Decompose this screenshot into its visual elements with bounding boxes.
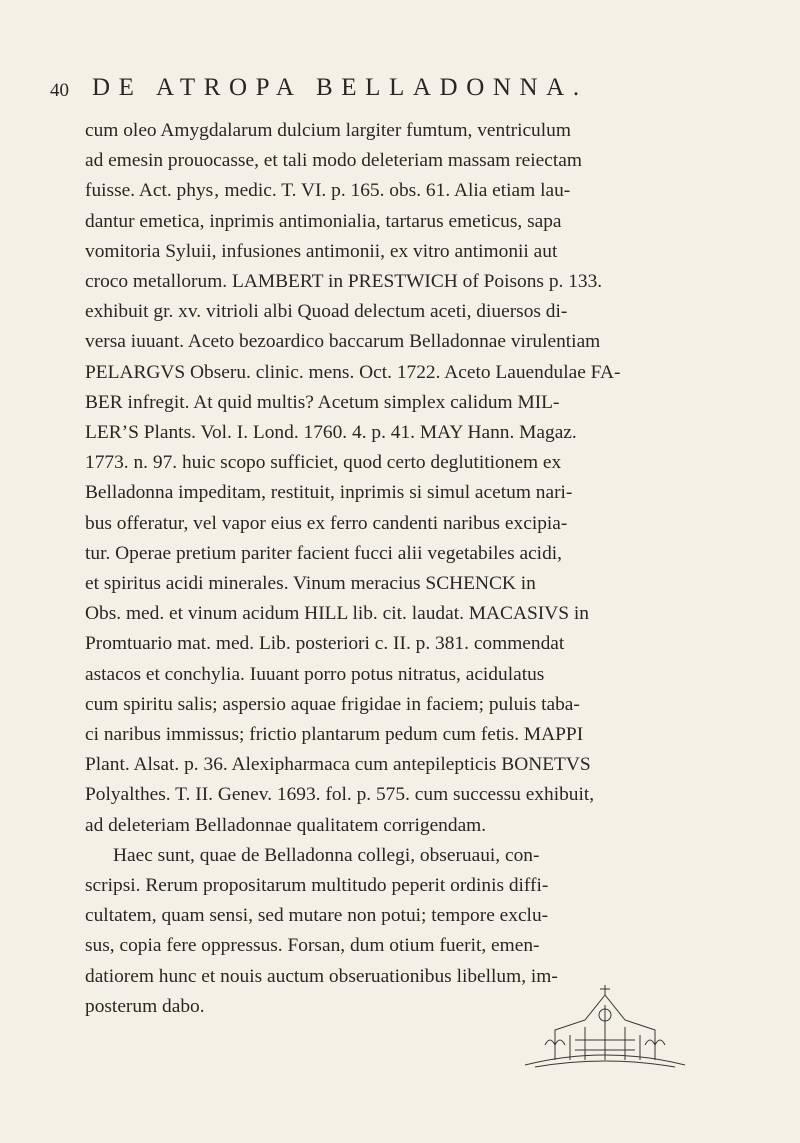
running-title: DE ATROPA BELLADONNA. [92,74,588,101]
text-line: cum oleo Amygdalarum dulcium largiter fumtum, ventriculum [85,120,571,141]
text-line: Obs. med. et vinum acidum HILL lib. cit. laudat. MACASIVS in [85,603,589,625]
text-line: tur. Operae pretium pariter facient fucci alii vegetabiles acidi, [85,542,563,564]
text-line: ad deleteriam Belladonnae qualitatem corrigendam. [85,814,487,836]
text-line: Polyalthes. T. II. Genev. 1693. fol. p. 575. cum successu exhibuit, [85,784,595,806]
text-line: bus offeratur, vel vapor eius ex ferro candenti naribus excipia- [85,512,568,534]
text-line: exhibuit gr. xv. vitrioli albi Quoad delectum aceti, diuersos di- [85,301,568,323]
paragraph-start-line: Haec sunt, quae de Belladonna collegi, obseruaui, con- [113,844,540,866]
text-line: croco metallorum. LAMBERT in PRESTWICH of Poisons p. 133. [85,271,603,293]
text-line: fuisse. Act. phys‚ medic. T. VI. p. 165. obs. 61. Alia etiam lau- [85,180,571,202]
page-number: 40 [50,80,69,101]
text-line: LER’S Plants. Vol. I. Lond. 1760. 4. p. 41. MAY Hann. Magaz. [85,422,577,444]
text-line: astacos et conchylia. Iuuant porro potus nitratus, acidulatus [85,663,545,685]
body-text [85,116,725,1022]
text-line: posterum dabo. [85,995,205,1017]
page-header [50,74,770,110]
ornamental-vignette-icon [515,975,695,1075]
text-line: scripsi. Rerum propositarum multitudo peperit ordinis diffi- [85,875,549,897]
text-line: datiorem hunc et nouis auctum obseruationibus libellum, im- [85,965,558,987]
text-line: Belladonna impeditam, restituit, inprimis si simul acetum nari- [85,482,573,504]
text-line: et spiritus acidi minerales. Vinum meracius SCHENCK in [85,573,536,595]
text-line: BER infregit. At quid multis? Acetum simplex calidum MIL- [85,391,560,413]
text-line: 1773. n. 97. huic scopo sufficiet, quod certo deglutitionem ex [85,452,562,474]
text-line: dantur emetica, inprimis antimonialia, tartarus emeticus, sapa [85,210,562,232]
text-line: cultatem, quam sensi, sed mutare non potui; tempore exclu- [85,905,549,927]
text-line: ci naribus immissus; frictio plantarum pedum cum fetis. MAPPI [85,724,584,746]
text-line: ad emesin prouocasse, et tali modo deleteriam massam reiectam [85,150,582,172]
text-line: PELARGVS Obseru. clinic. mens. Oct. 1722. Aceto Lauendulae FA- [85,361,621,383]
text-line: Promtuario mat. med. Lib. posteriori c. II. p. 381. commendat [85,633,565,655]
text-line: versa iuuant. Aceto bezoardico baccarum Belladonnae virulentiam [85,331,601,353]
text-line: Plant. Alsat. p. 36. Alexipharmaca cum antepilepticis BONETVS [85,754,591,776]
text-line: vomitoria Syluii, infusiones antimonii, ex vitro antimonii aut [85,240,558,262]
text-line: sus, copia fere oppressus. Forsan, dum otium fuerit, emen- [85,935,540,957]
text-line: cum spiritu salis; aspersio aquae frigidae in faciem; puluis taba- [85,693,580,715]
